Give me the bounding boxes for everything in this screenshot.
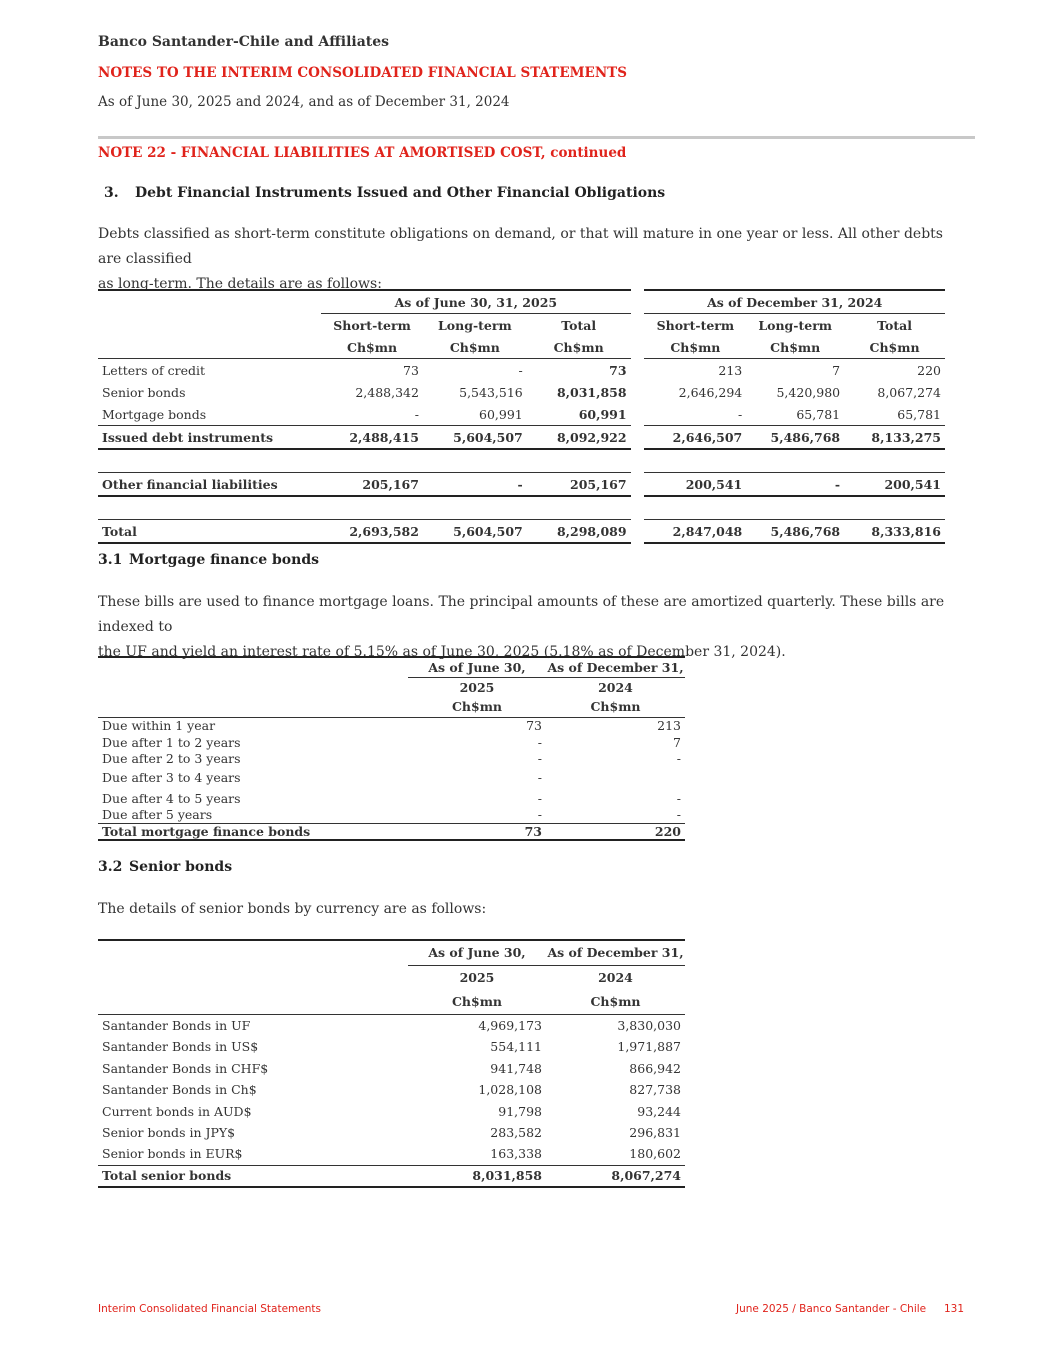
table-row (98, 359, 945, 382)
unit-label: Ch$mn (423, 336, 527, 359)
cell: 2,693,582 (321, 520, 423, 544)
cell: 296,831 (629, 1125, 681, 1140)
table-row-total (98, 1165, 685, 1187)
cell: 213 (718, 362, 743, 378)
row-label: Letters of credit (102, 362, 206, 378)
cell: 220 (917, 362, 941, 378)
cell: - (676, 807, 681, 823)
unit-label: Ch$mn (527, 336, 631, 359)
period-subtitle: As of June 30, 2025 and 2024, and as of December 31, 2024 (98, 94, 510, 110)
section-3-1-para-line-1: These bills are used to finance mortgage loans. The principal amounts of these are amortized quarterly. These bills are indexed to (98, 594, 945, 635)
group-header-dec-2024: As of December 31, 2024 (644, 290, 945, 314)
table-row-subtotal (98, 473, 945, 497)
cell: 8,298,089 (527, 520, 631, 544)
col-header-june: As of June 30, (408, 657, 546, 677)
table-row (98, 789, 685, 807)
cell: - (537, 734, 542, 750)
cell: 827,738 (629, 1082, 681, 1097)
cell: 60,991 (578, 406, 627, 422)
row-label: Total senior bonds (98, 1165, 408, 1187)
table-row (98, 1122, 685, 1143)
row-label: Senior bonds (102, 384, 186, 400)
year-2025: 2025 (459, 679, 495, 695)
cell: - (537, 790, 542, 806)
col-header-long-term: Long-term (758, 317, 833, 333)
col-header-december: As of December 31, (546, 657, 685, 677)
row-label: Mortgage bonds (102, 406, 207, 422)
table-row (98, 1100, 685, 1122)
cell: 4,969,173 (478, 1017, 542, 1033)
section-3-1-title: Mortgage finance bonds (129, 552, 319, 568)
cell: 5,543,516 (459, 384, 523, 400)
cell: - (676, 790, 681, 806)
cell: 5,420,980 (776, 384, 841, 400)
section-3-2-number: 3.2 (98, 859, 123, 875)
col-header-june: As of June 30, (408, 940, 546, 965)
cell: 73 (408, 823, 546, 840)
table-row (98, 1057, 685, 1079)
table-row (98, 403, 945, 426)
cell: - (423, 473, 527, 497)
debt-instruments-table (98, 289, 945, 544)
table-row (98, 1143, 685, 1165)
table-row (98, 1079, 685, 1100)
row-label: Santander Bonds in CHF$ (102, 1060, 269, 1076)
cell: 2,646,294 (678, 384, 743, 400)
cell: 554,111 (490, 1039, 542, 1054)
cell: 73 (609, 362, 627, 378)
unit-label: Ch$mn (644, 336, 746, 359)
cell: 8,333,816 (844, 520, 945, 544)
row-label: Total mortgage finance bonds (98, 823, 408, 840)
section-3-paragraph (98, 222, 968, 297)
cell: 200,541 (644, 473, 746, 497)
col-header-short-term: Short-term (333, 317, 411, 333)
cell: 941,748 (490, 1060, 542, 1076)
cell: 73 (526, 718, 542, 734)
cell: 163,338 (490, 1146, 542, 1162)
section-3-para-line-1: Debts classified as short-term constitute obligations on demand, or that will mature in one year or less. All other debts are classified (98, 226, 943, 267)
cell: 8,031,858 (408, 1165, 546, 1187)
cell: 200,541 (844, 473, 945, 497)
cell: 60,991 (479, 406, 523, 422)
cell: 220 (546, 823, 685, 840)
cell: 180,602 (629, 1146, 681, 1162)
cell: 205,167 (527, 473, 631, 497)
cell: 866,942 (629, 1060, 681, 1076)
footer-left: Interim Consolidated Financial Statements (98, 1303, 321, 1315)
table-row (98, 1036, 685, 1057)
unit-label: Ch$mn (746, 336, 844, 359)
cell: - (746, 473, 844, 497)
cell: 5,604,507 (423, 426, 527, 450)
col-header-short-term: Short-term (656, 317, 735, 333)
row-label: Due after 5 years (102, 807, 213, 823)
footer-right: June 2025 / Banco Santander - Chile (736, 1303, 927, 1315)
cell: 1,028,108 (478, 1082, 542, 1097)
section-3-para-line-2: as long-term. The details are as follows: (98, 276, 382, 292)
page-number: 131 (944, 1303, 965, 1315)
row-label: Due after 4 to 5 years (102, 790, 241, 806)
table-row (98, 734, 685, 750)
cell: 5,486,768 (746, 426, 844, 450)
cell: 2,847,048 (644, 520, 746, 544)
table-row (98, 1014, 685, 1036)
table-row-total (98, 520, 945, 544)
table-row (98, 807, 685, 823)
cell: 8,067,274 (546, 1165, 685, 1187)
note-title: NOTE 22 - FINANCIAL LIABILITIES AT AMORTISED COST, continued (98, 145, 627, 161)
section-3-1-number: 3.1 (98, 552, 123, 568)
row-label: Senior bonds in JPY$ (102, 1125, 236, 1140)
cell: 5,604,507 (423, 520, 527, 544)
cell: 2,488,342 (355, 384, 419, 400)
cell: 2,488,415 (321, 426, 423, 450)
table-row (98, 381, 945, 403)
row-label: Santander Bonds in UF (102, 1017, 251, 1033)
cell: 93,244 (637, 1103, 681, 1119)
row-label: Due after 2 to 3 years (102, 750, 241, 766)
row-label: Due after 3 to 4 years (102, 770, 241, 785)
cell: 213 (657, 718, 681, 734)
unit-label: Ch$mn (408, 697, 546, 717)
company-name: Banco Santander-Chile and Affiliates (98, 34, 390, 50)
cell: - (537, 750, 542, 766)
header-divider (98, 136, 975, 139)
row-label: Senior bonds in EUR$ (102, 1146, 243, 1162)
cell: 8,133,275 (844, 426, 945, 450)
cell: 7 (673, 734, 681, 750)
mortgage-bonds-table (98, 656, 685, 841)
col-header-total: Total (561, 317, 597, 333)
cell: 283,582 (490, 1125, 542, 1140)
cell: 65,781 (897, 406, 941, 422)
cell: - (518, 362, 523, 378)
cell: 3,830,030 (617, 1017, 681, 1033)
row-label: Other financial liabilities (98, 473, 321, 497)
cell: 73 (403, 362, 419, 378)
cell: 65,781 (796, 406, 841, 422)
cell: 205,167 (321, 473, 423, 497)
table-row (98, 766, 685, 789)
cell: 8,031,858 (556, 384, 627, 400)
cell: 8,092,922 (527, 426, 631, 450)
cell: 8,067,274 (877, 384, 941, 400)
year-2024: 2024 (598, 679, 633, 695)
table-row (98, 717, 685, 734)
section-3-title: Debt Financial Instruments Issued and Other Financial Obligations (135, 185, 666, 201)
cell: 7 (832, 362, 841, 378)
table-row-total (98, 823, 685, 840)
row-label: Total (98, 520, 321, 544)
section-3-2-paragraph: The details of senior bonds by currency are as follows: (98, 901, 487, 917)
col-header-total: Total (877, 317, 912, 333)
section-3-1-para-line-2: the UF and yield an interest rate of 5.15% as of June 30, 2025 (5.18% as of December 31, 2024). (98, 644, 786, 660)
unit-label: Ch$mn (546, 989, 685, 1014)
row-label: Santander Bonds in Ch$ (102, 1082, 257, 1097)
row-label: Due within 1 year (102, 718, 216, 734)
cell: - (537, 770, 542, 785)
section-3-1-paragraph (98, 590, 968, 665)
year-2024: 2024 (598, 969, 633, 985)
cell: - (414, 406, 419, 422)
unit-label: Ch$mn (321, 336, 423, 359)
table-row-subtotal (98, 426, 945, 450)
unit-label: Ch$mn (844, 336, 945, 359)
section-3-2-title: Senior bonds (129, 859, 233, 875)
cell: - (676, 750, 681, 766)
cell: 2,646,507 (644, 426, 746, 450)
cell: - (537, 807, 542, 823)
unit-label: Ch$mn (546, 697, 685, 717)
cell: 91,798 (498, 1103, 542, 1119)
row-label: Issued debt instruments (98, 426, 321, 450)
cell: 1,971,887 (617, 1039, 681, 1054)
cell: - (738, 406, 743, 422)
section-3-number: 3. (104, 185, 119, 201)
senior-bonds-table (98, 939, 685, 1188)
table-row (98, 750, 685, 766)
row-label: Current bonds in AUD$ (102, 1103, 252, 1119)
notes-title: NOTES TO THE INTERIM CONSOLIDATED FINANCIAL STATEMENTS (98, 65, 627, 81)
year-2025: 2025 (459, 969, 495, 985)
row-label: Santander Bonds in US$ (102, 1039, 259, 1054)
row-label: Due after 1 to 2 years (102, 734, 241, 750)
cell (546, 766, 685, 789)
group-header-june-2025: As of June 30, 31, 2025 (321, 290, 630, 314)
cell: 5,486,768 (746, 520, 844, 544)
col-header-long-term: Long-term (438, 317, 512, 333)
unit-label: Ch$mn (408, 989, 546, 1014)
col-header-december: As of December 31, (546, 940, 685, 965)
